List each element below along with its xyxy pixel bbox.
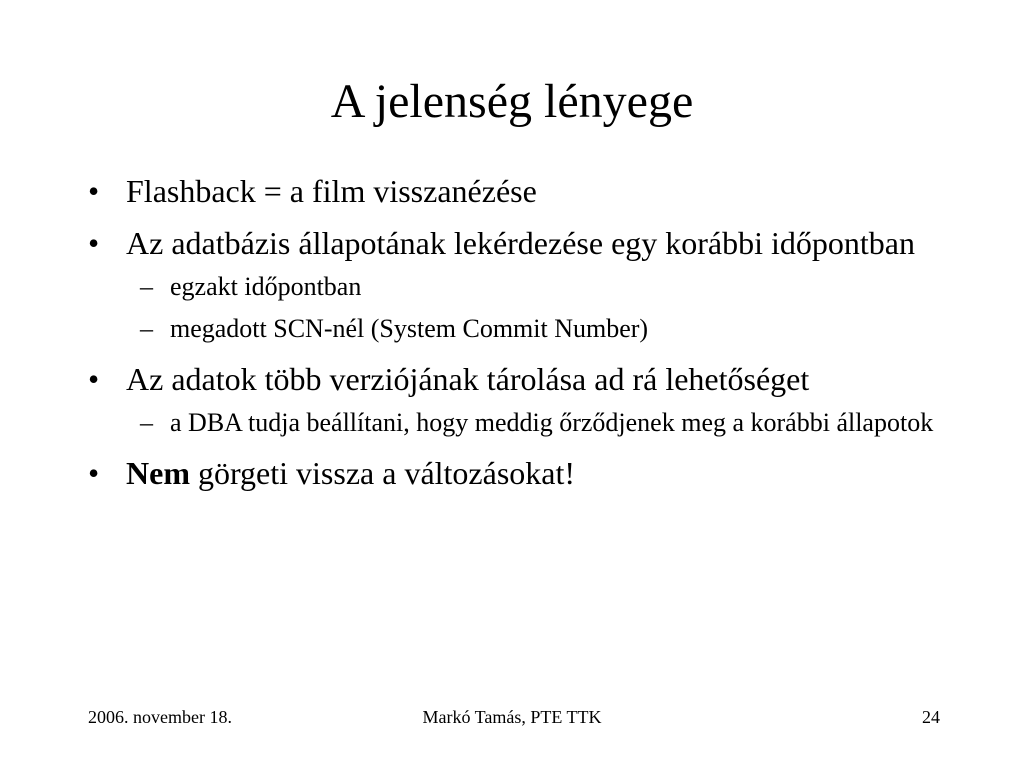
footer-author: Markó Tamás, PTE TTK [422, 707, 602, 727]
sub-item-scn [88, 310, 968, 348]
bullet-marker: • [88, 225, 100, 261]
sub-item-text: egzakt időpontban [170, 272, 362, 301]
sub-item-dba-retention [88, 404, 968, 442]
bullet-item-no-rollback [88, 452, 968, 494]
bullet-item-flashback [88, 170, 968, 212]
sub-item-text: a DBA tudja beállítani, hogy meddig őrződjenek meg a korábbi állapotok [170, 408, 934, 437]
bullet-text: görgeti vissza a változásokat! [189, 455, 576, 491]
bullet-marker: • [88, 455, 100, 491]
dash-marker: – [140, 314, 153, 343]
bullet-list [88, 170, 968, 494]
dash-marker: – [140, 272, 153, 301]
bullet-item-query-past-state [88, 222, 968, 264]
bullet-item-versions [88, 358, 968, 400]
bullet-marker: • [88, 173, 100, 209]
sub-item-text: megadott SCN-nél (System Commit Number) [170, 314, 649, 343]
bullet-text: Flashback = a film visszanézése [126, 173, 537, 209]
slide-title: A jelenség lényege [330, 75, 694, 128]
footer-date: 2006. november 18. [88, 707, 232, 727]
bullet-text: Az adatok több verziójának tárolása ad rá lehetőséget [126, 361, 810, 397]
bullet-text: Az adatbázis állapotának lekérdezése egy korábbi időpontban [126, 225, 915, 261]
sub-item-exact-time [88, 268, 968, 306]
bullet-marker: • [88, 361, 100, 397]
bullet-bold-text: Nem [126, 455, 190, 491]
dash-marker: – [140, 408, 153, 437]
footer-page-number: 24 [922, 707, 940, 727]
